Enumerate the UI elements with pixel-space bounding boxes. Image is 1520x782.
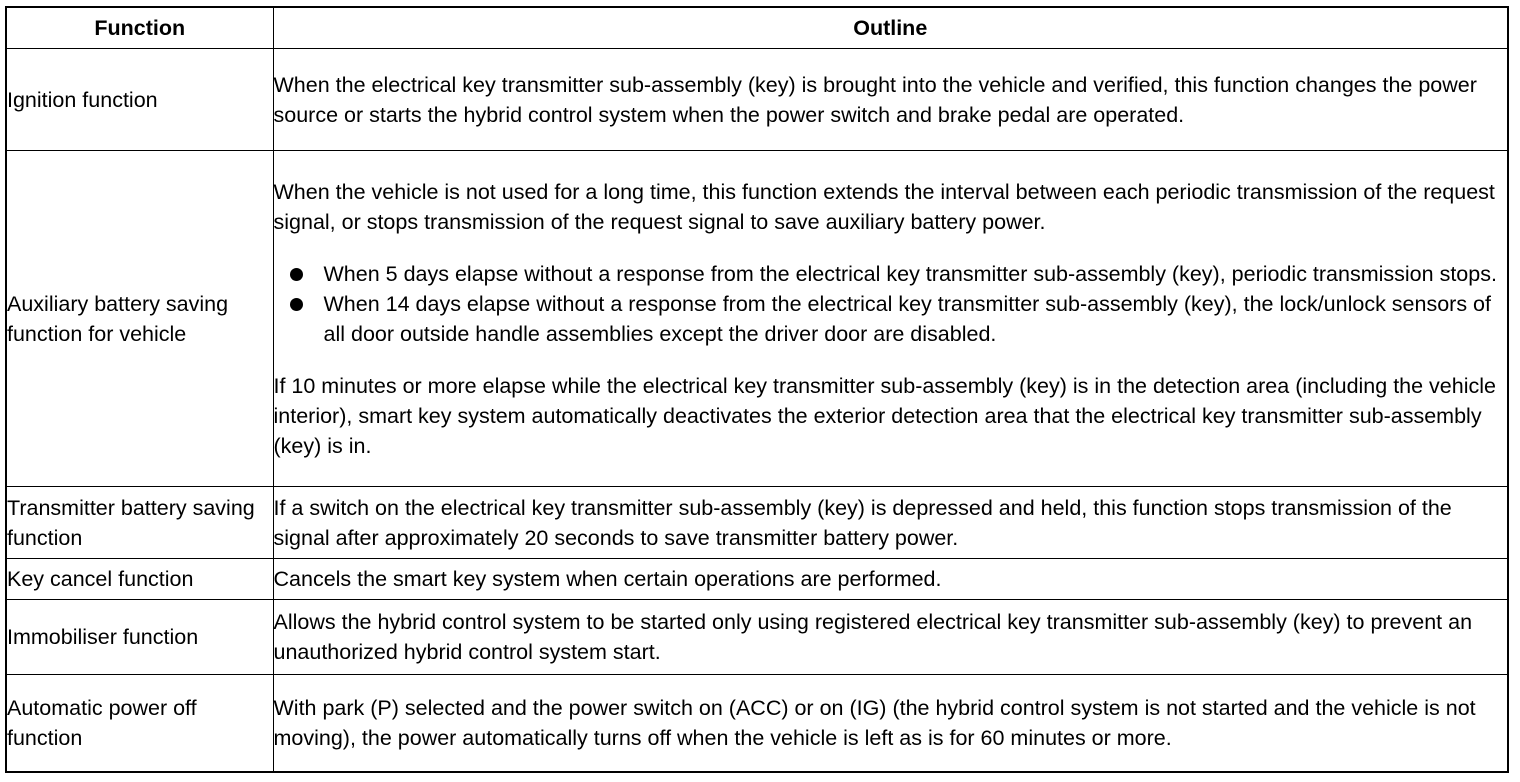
function-cell: Automatic power off function [6,675,273,772]
bullet-icon [290,268,303,281]
outline-cell [273,487,1508,559]
function-outline-table [5,6,1509,773]
outline-cell [273,49,1508,151]
bullet-text: When 5 days elapse without a response from the electrical key transmitter sub-assembly (key), periodic transmission stops. [323,261,1497,286]
table-row [6,559,1508,600]
outline-text: Cancels the smart key system when certain operations are performed. [273,567,942,591]
bullet-icon [290,298,303,311]
function-cell: Immobiliser function [6,600,273,675]
table-row [6,675,1508,772]
table-row [6,487,1508,559]
table-row [6,49,1508,151]
function-cell: Transmitter battery saving function [6,487,273,559]
list-item [274,259,1508,289]
list-item [274,289,1508,349]
table-row [6,600,1508,675]
table-header-row [6,7,1508,49]
outline-text: With park (P) selected and the power switch on (ACC) or on (IG) (the hybrid control system is not started and the vehicle is not moving), the power automatically turns off when the vehicle is left as is for 60 minutes or more. [273,695,1476,750]
outline-cell [273,600,1508,675]
bullet-list [274,259,1508,349]
outline-text: If a switch on the electrical key transmitter sub-assembly (key) is depressed and held, this function stops transmission of the signal after approximately 20 seconds to save transmitter battery power. [273,495,1452,550]
outline-text: If 10 minutes or more elapse while the electrical key transmitter sub-assembly (key) is in the detection area (including the vehicle interior), smart key system automatically deactivates the exterior detection area that the electrical key transmitter sub-assembly (key) is in. [273,373,1496,458]
outline-cell [273,675,1508,772]
header-function: Function [6,7,273,49]
outline-text: Allows the hybrid control system to be started only using registered electrical key transmitter sub-assembly (key) to prevent an unauthorized hybrid control system start. [273,610,1473,664]
outline-cell [273,151,1508,487]
table-row [6,151,1508,487]
outline-cell [273,559,1508,600]
outline-text: When the electrical key transmitter sub-assembly (key) is brought into the vehicle and verified, this function changes the power source or starts the hybrid control system when the power switch and brake pedal are operated. [273,72,1477,127]
function-cell: Auxiliary battery saving function for vehicle [6,151,273,487]
bullet-text: When 14 days elapse without a response from the electrical key transmitter sub-assembly (key), the lock/unlock sensors of all door outside handle assemblies except the driver door are disabled. [323,291,1491,346]
function-cell: Ignition function [6,49,273,151]
function-cell: Key cancel function [6,559,273,600]
header-outline: Outline [273,7,1508,49]
outline-text: When the vehicle is not used for a long time, this function extends the interval between each periodic transmission of the request signal, or stops transmission of the request signal to save auxiliary battery power. [273,179,1495,234]
